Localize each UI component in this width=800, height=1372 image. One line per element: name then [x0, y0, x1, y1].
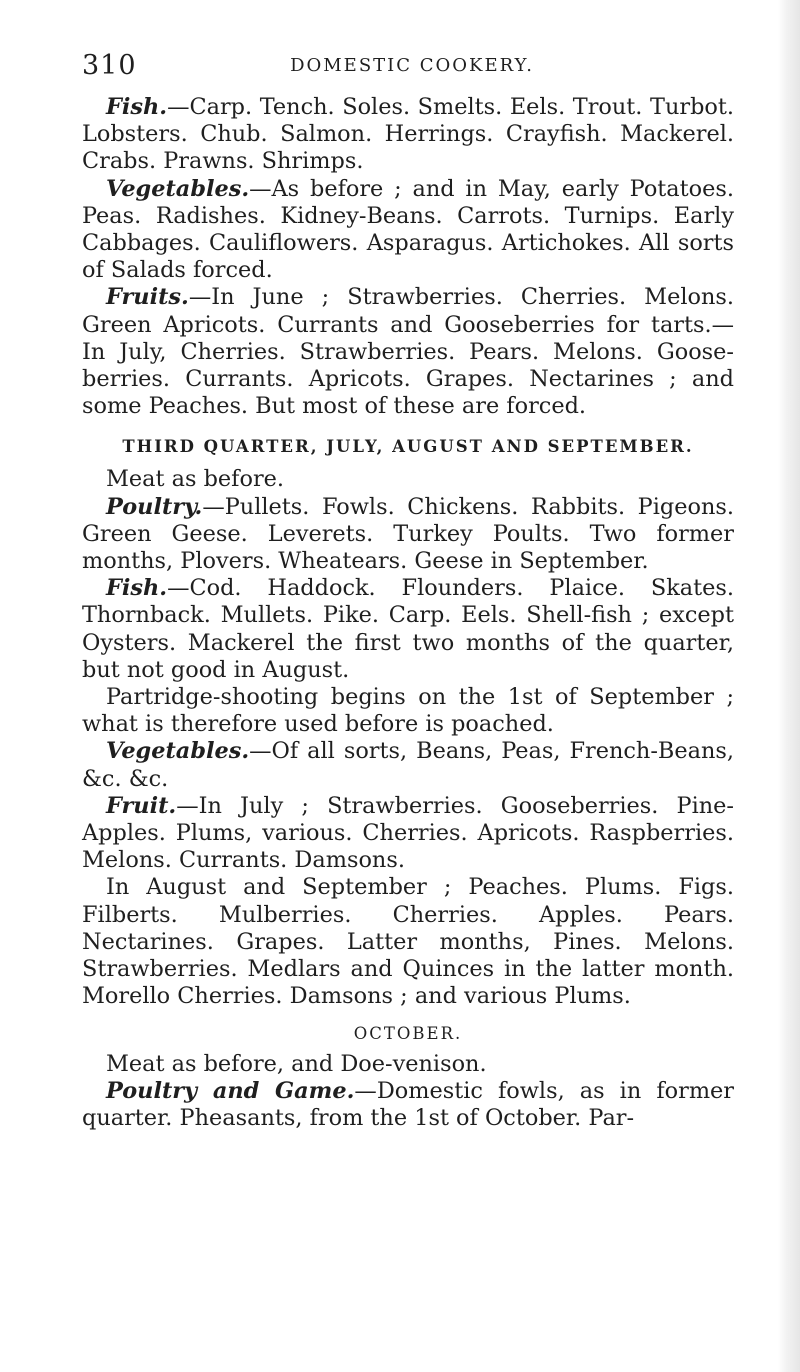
paragraph-fish-1 — [82, 94, 734, 176]
section-heading-october: OCTOBER. — [353, 1023, 463, 1043]
section-label: Fruits. — [106, 284, 189, 311]
paragraph-text: —Domestic fowls, as in former quarter. Pheasants, from the 1st of October. Par- — [82, 1077, 734, 1131]
paragraph-text: —Of all sorts, Beans, Peas, French-Beans, &c. &c. — [82, 738, 734, 792]
paragraph-text: —In June ; Strawberries. Cherries. Melons. Green Apricots. Currants and Gooseberries for tarts.— In July, Cherries. Strawberries. Pears. Melons. Goose-berries. Currants. Apricots. Grapes. Nectarines ; and some Peaches. But most of these are forced. — [82, 284, 734, 420]
section-label: Fruit. — [106, 792, 177, 819]
paragraph-partridge: Partridge-shooting begins on the 1st of September ; what is therefore used before is poached. — [82, 684, 734, 738]
paragraph-vegetables-1 — [82, 176, 734, 285]
paragraph-meat: Meat as before. — [106, 466, 285, 493]
paragraph-text: —In July ; Strawberries. Gooseberries. Pine-Apples. Plums, various. Cherries. Apricots. Raspberries. Melons. Currants. Damsons. — [82, 792, 734, 874]
paragraph-text: —As before ; and in May, early Potatoes. Peas. Radishes. Kidney-Beans. Carrots. Turnips. Early Cabbages. Cauliflowers. Asparagus. Artichokes. All sorts of Salads forced. — [82, 175, 734, 284]
page-header — [82, 50, 742, 86]
paragraph-text: —Carp. Tench. Soles. Smelts. Eels. Trout. Turbot. Lobsters. Chub. Salmon. Herrings. Crayfish. Mackerel. Crabs. Prawns. Shrimps. — [82, 94, 734, 175]
paragraph-poultry — [82, 494, 734, 576]
section-label: Vegetables. — [106, 175, 250, 202]
paragraph-fish-2 — [82, 575, 734, 684]
paragraph-fruits-1 — [82, 284, 734, 420]
paragraph-fruit-2 — [82, 793, 734, 875]
section-label: Poultry and Game. — [106, 1077, 355, 1104]
page-edge-shadow — [778, 0, 800, 1372]
paragraph-vegetables-2 — [82, 738, 734, 792]
section-label: Poultry. — [106, 493, 203, 520]
section-label: Vegetables. — [106, 738, 250, 765]
paragraph-august-september: In August and September ; Peaches. Plums. Figs. Filberts. Mulberries. Cherries. Apples. Pears. Nectarines. Grapes. Latter months, Pines. Melons. Strawberries. Medlars and Quinces in the latter month. Morello Cherries. Damsons ; and various Plums. — [82, 874, 734, 1010]
section-heading-third-quarter: THIRD QUARTER, JULY, AUGUST AND SEPTEMBER. — [122, 437, 694, 457]
paragraph-text: —Cod. Haddock. Flounders. Plaice. Skates. Thornback. Mullets. Pike. Carp. Eels. Shell-fish ; except Oysters. Mackerel the first two months of the quarter, but not good in August. — [82, 575, 734, 683]
paragraph-meat-october: Meat as before, and Doe-venison. — [106, 1050, 487, 1077]
section-label: Fish. — [106, 575, 168, 602]
running-title: DOMESTIC COOKERY. — [290, 55, 534, 76]
section-label: Fish. — [106, 94, 168, 120]
paragraph-poultry-game — [82, 1078, 734, 1132]
page-number: 310 — [82, 50, 137, 81]
paragraph-text: —Pullets. Fowls. Chickens. Rabbits. Pigeons. Green Geese. Leverets. Turkey Poults. Two former months, Plovers. Wheatears. Geese in September. — [82, 493, 734, 575]
body-text — [82, 94, 734, 1132]
